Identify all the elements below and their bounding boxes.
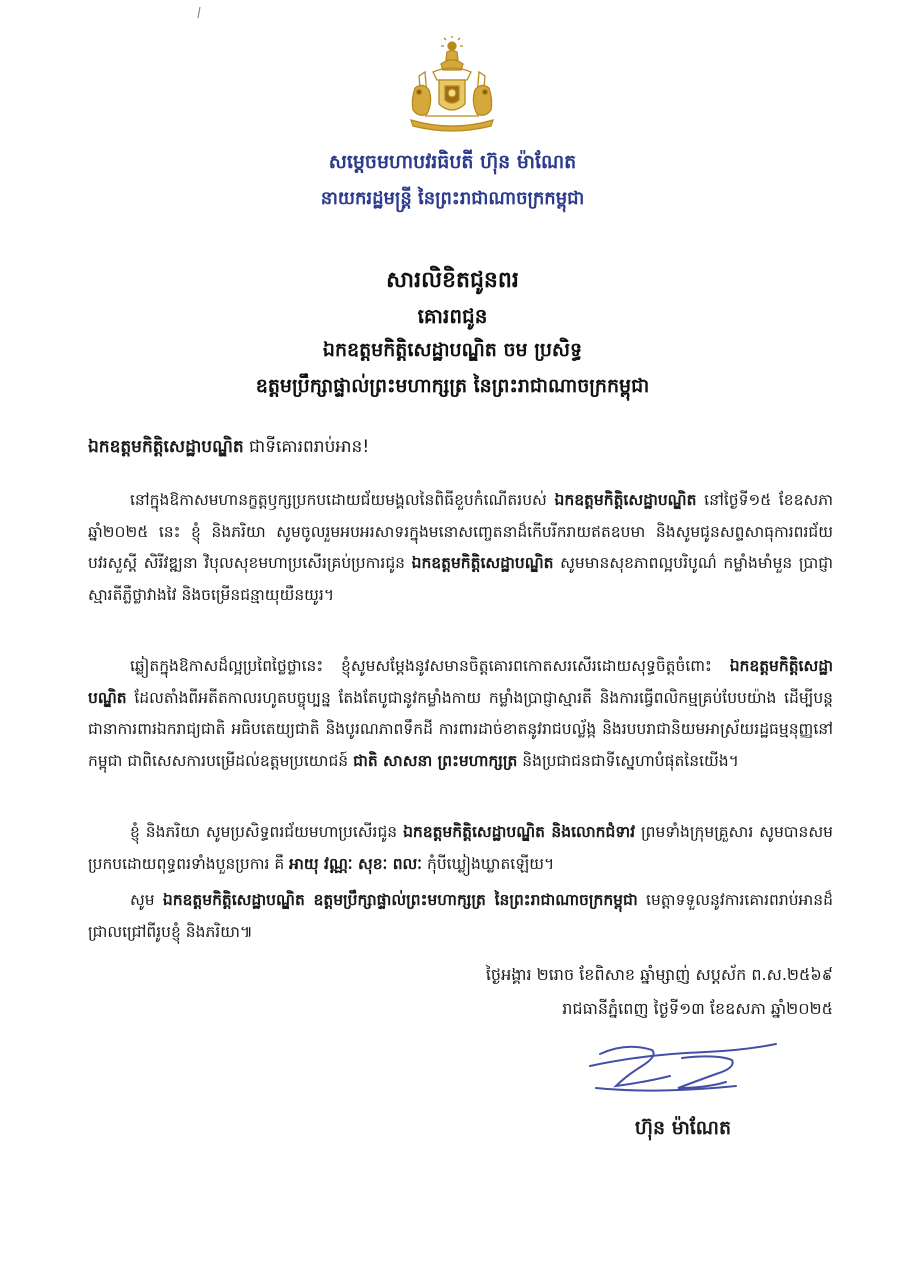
paragraph-3-bold-d: អាយុ វណ្ណៈ សុខៈ ពលៈ	[289, 854, 423, 873]
paragraph-3-text-c: ព្រមទាំងក្រុមគ្រួសារ សូមបានសមប្រកបដោយពុទ្ធពរទាំងបួនប្រការ គឺ	[88, 823, 833, 873]
paragraph-2-text-c: ដែលតាំងពីអតីតកាលរហូតបច្ចុប្បន្ន តែងតែបូជានូវកម្លាំងកាយ កម្លាំងប្រាជ្ញាស្មារតី និងការធ្វើពលិកម្មគ្រប់បែបយ៉ាង ដើម្បីបន្តជានាការពារឯករាជ្យជាតិ អធិបតេយ្យជាតិ និងបូរណភាពទឹកដី ការពារដាច់ខាតនូវរាជបល្ល័ង្ក និងរបបរាជានិយមអាស្រ័យរដ្ឋធម្មនុញ្ញនៅកម្ពុជា ជាពិសេសការបម្រើដល់ឧត្តមប្រយោជន៍	[88, 688, 833, 770]
addressee-prefix: គោរពជូន	[417, 304, 488, 328]
paragraph-3	[88, 817, 833, 880]
paragraph-4-text-c: មេត្តាទទួលនូវការគោរពរាប់អានដ៏ជ្រាលជ្រៅពីរូបខ្ញុំ និងភរិយា៕	[88, 891, 833, 941]
signer-name: ហ៊ុន ម៉ាណែត	[634, 1117, 732, 1139]
paragraph-4-bold-b: ឯកឧត្តមកិត្តិសេដ្ឋាបណ្ឌិត ឧត្តមប្រឹក្សាផ្ទាល់ព្រះមហាក្សត្រ នៃព្រះរាជាណាចក្រកម្ពុជា	[162, 891, 638, 909]
letter-title: សារលិខិតជូនពរ	[386, 268, 519, 293]
handwritten-signature	[586, 1036, 786, 1098]
paragraph-1	[88, 485, 833, 611]
paragraph-4-text-a: សូម	[130, 891, 163, 909]
paragraph-2-bold-b: ឯកឧត្តមកិត្តិសេដ្ឋាបណ្ឌិត	[88, 657, 833, 707]
paragraph-2-bold-d: ជាតិ សាសនា ព្រះមហាក្សត្រ	[353, 751, 518, 770]
solar-date: រាជធានីភ្នំពេញ ថ្ងៃទី១៣ ខែឧសភា ឆ្នាំ២០២៥	[562, 999, 833, 1018]
paragraph-1-text-a: នៅក្នុងឱកាសមហានក្ខត្តឫក្សប្រកបដោយជ័យមង្គលនៃពិធីខួបកំណើតរបស់	[130, 491, 555, 509]
royal-coat-of-arms-icon	[403, 36, 501, 136]
salutation-name: ឯកឧត្តមកិត្តិសេដ្ឋាបណ្ឌិត	[88, 437, 244, 457]
lunar-date: ថ្ងៃអង្គារ ២រោច ខែពិសាខ ឆ្នាំម្សាញ់ សប្តស័ក ព.ស.២៥៦៩	[485, 965, 833, 984]
pen-mark	[196, 6, 202, 20]
addressee-title: ឧត្តមប្រឹក្សាផ្ទាល់ព្រះមហាក្សត្រ នៃព្រះរាជាណាចក្រកម្ពុជា	[255, 375, 650, 397]
letterhead-title: សម្តេចមហាបវរធិបតី ហ៊ុន ម៉ាណែត	[328, 151, 577, 173]
paragraph-1-text-c: នៅថ្ងៃទី១៥ ខែឧសភា ឆ្នាំ២០២៥ នេះ ខ្ញុំ និងភរិយា សូមចូលរួមអបអរសាទរក្នុងមនោសញ្ចេតនាដ៏កើបរីករាយឥតឧបមា និងសូមជូនសព្ទសាធុការពរជ័យ បវរសួស្តី សិរីវឌ្ឍនា វិបុលសុខមហាប្រសើរគ្រប់ប្រការជូន	[88, 491, 834, 572]
salutation-text: ជាទីគោរពរាប់អាន!	[243, 437, 370, 457]
paragraph-1-bold-d: ឯកឧត្តមកិត្តិសេដ្ឋាបណ្ឌិត	[411, 554, 554, 572]
letterhead-subtitle: នាយករដ្ឋមន្ត្រី នៃព្រះរាជាណាចក្រកម្ពុជា	[320, 188, 585, 209]
paragraph-3-text-e: កុំបីឃ្លៀងឃ្លាតឡើយ។	[422, 854, 555, 873]
paragraph-1-bold-b: ឯកឧត្តមកិត្តិសេដ្ឋាបណ្ឌិត	[554, 491, 697, 509]
paragraph-2-text-e: និងប្រជាជនជាទីស្នេហាបំផុតនៃយើង។	[517, 751, 739, 770]
paragraph-2	[88, 651, 833, 777]
addressee-name: ឯកឧត្តមកិត្តិសេដ្ឋាបណ្ឌិត ចម ប្រសិទ្ធ	[322, 339, 583, 361]
paragraph-3-bold-b: ឯកឧត្តមកិត្តិសេដ្ឋាបណ្ឌិត និងលោកជំទាវ	[403, 823, 636, 841]
paragraph-2-text-a: ឆ្លៀតក្នុងឱកាសដ៏ល្អប្រពៃថ្លៃថ្លានេះ ខ្ញុំសូមសម្តែងនូវសមានចិត្តគោរពកោតសរសើរដោយសុទ្ធចិត្តចំពោះ	[130, 657, 730, 675]
paragraph-3-text-a: ខ្ញុំ និងភរិយា សូមប្រសិទ្ធពរជ័យមហាប្រសើរជូន	[130, 823, 404, 841]
paragraph-1-text-e: សូមមានសុខភាពល្អបរិបូណ៌ កម្លាំងមាំមួន ប្រាជ្ញាស្មារតីភ្លឺថ្លាវាងវៃ និងចម្រើនជន្មាយុយឺនយូរ។	[88, 554, 834, 604]
paragraph-4	[88, 885, 833, 948]
salutation	[88, 436, 369, 461]
